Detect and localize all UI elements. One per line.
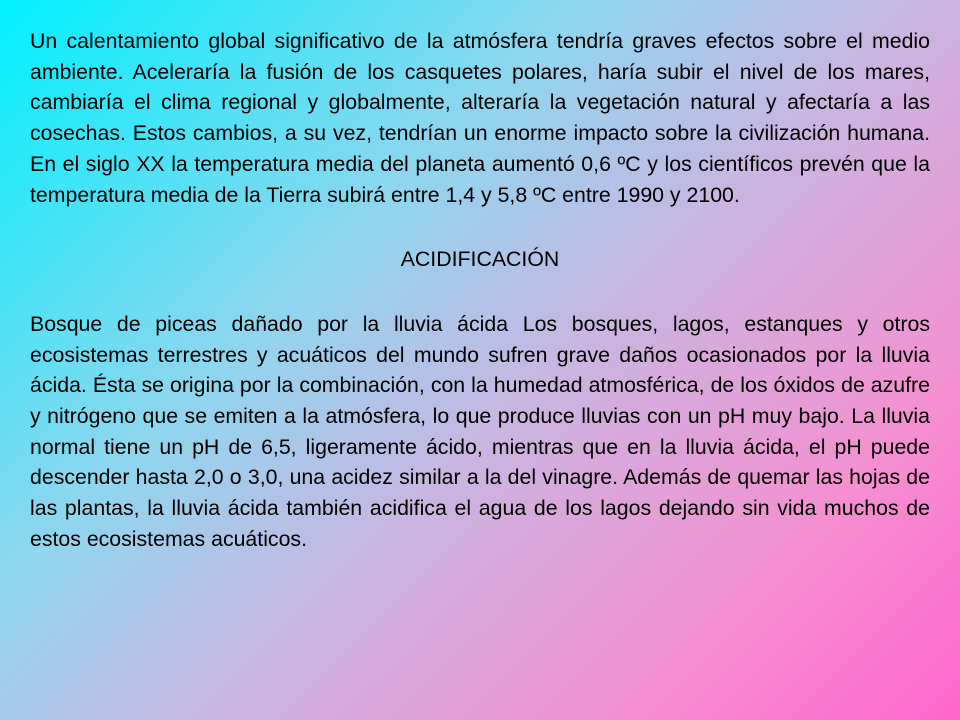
acid-rain-paragraph: Bosque de piceas dañado por la lluvia ácida Los bosques, lagos, estanques y otros ecosistemas terrestres y acuáticos del mundo sufren grave daños ocasionados por la lluvia ácida. Ésta se origina por la combinación, con la humedad atmosférica, de los óxidos de azufre y nitrógeno que se emiten a la atmósfera, lo que produce lluvias con un pH muy bajo. La lluvia normal tiene un pH de 6,5, ligeramente ácido, mientras que en la lluvia ácida, el pH puede descender hasta 2,0 o 3,0, una acidez similar a la del vinagre. Además de quemar las hojas de las plantas, la lluvia ácida también acidifica el agua de los lagos dejando sin vida muchos de estos ecosistemas acuáticos.	[30, 311, 930, 551]
section-heading: ACIDIFICACIÓN	[400, 247, 560, 272]
global-warming-paragraph: Un calentamiento global significativo de la atmósfera tendría graves efectos sobre el medio ambiente. Aceleraría la fusión de los casquetes polares, haría subir el nivel de los mares, cambiaría el clima regional y globalmente, alteraría la vegetación natural y afectaría a las cosechas. Estos cambios, a su vez, tendrían un enorme impacto sobre la civilización humana. En el siglo XX la temperatura media del planeta aumentó 0,6 ºC y los científicos prevén que la temperatura media de la Tierra subirá entre 1,4 y 5,8 ºC entre 1990 y 2100.	[30, 29, 930, 207]
